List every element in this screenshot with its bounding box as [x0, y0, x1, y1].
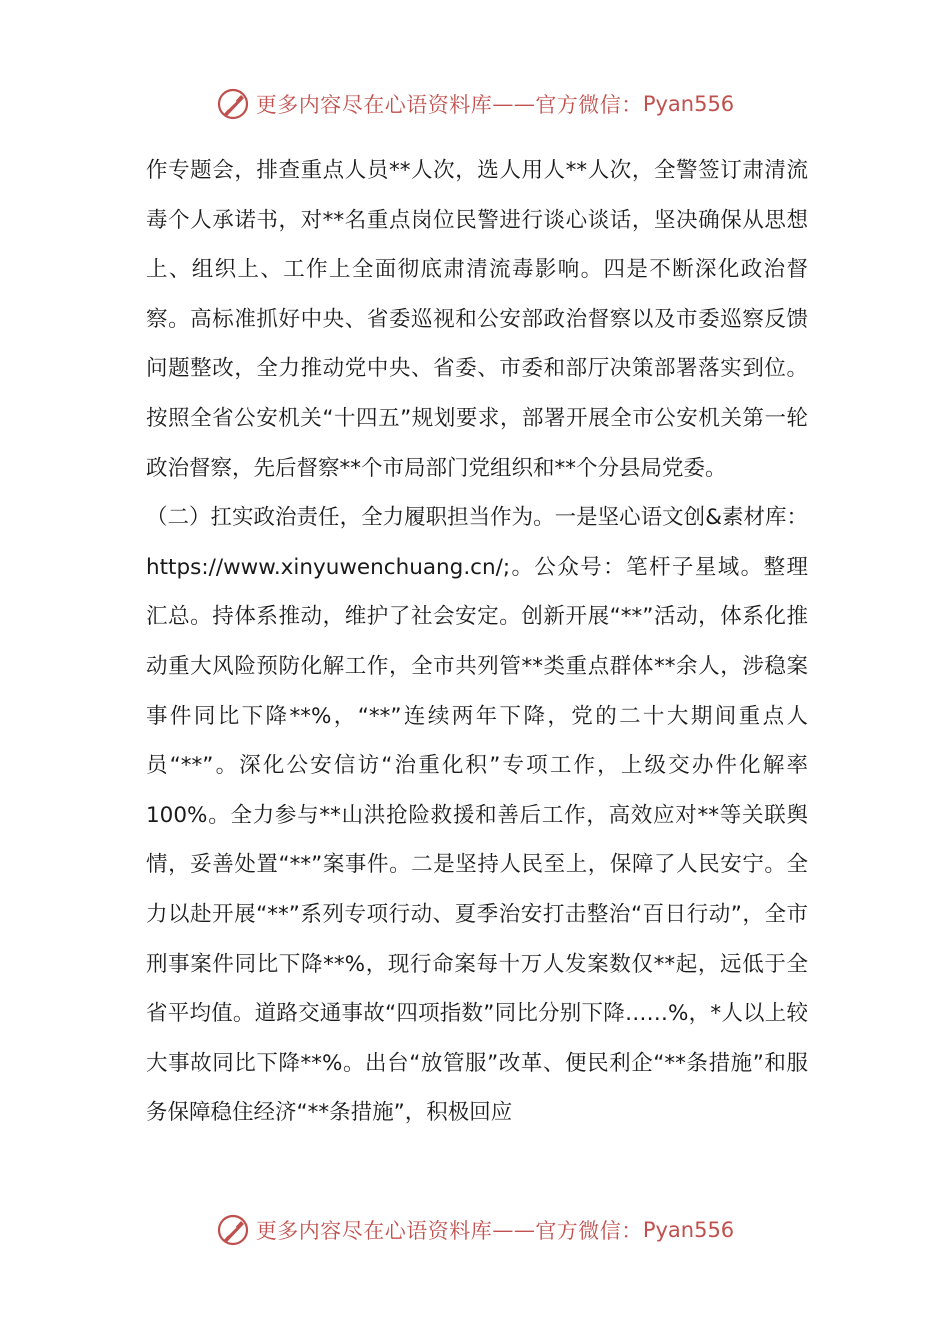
header-wechat-label: 官方微信：: [535, 93, 643, 117]
header-banner: [0, 84, 950, 124]
header-wechat-id: Pyan556: [642, 92, 735, 116]
footer-wechat-id: Pyan556: [642, 1218, 735, 1242]
footer-banner: [0, 1210, 950, 1250]
paragraph-2: （二）扛实政治责任，全力履职担当作为。一是坚心语文创&素材库：https://www.xinyuwenchuang.cn/;。公众号：笔杆子星域。整理汇总。持体系推动，维护了社会安定。创新开展“**”活动，体系化推动重大风险预防化解工作，全市共列管**类重点群体**余人，涉稳案事件同比下降**%，“**”连续两年下降，党的二十大期间重点人员“**”。深化公安信访“治重化积”专项工作，上级交办件化解率100%。全力参与**山洪抢险救援和善后工作，高效应对**等关联舆情，妥善处置“**”案事件。二是坚持人民至上，保障了人民安宁。全力以赴开展“**”系列专项行动、夏季治安打击整治“百日行动”，全市刑事案件同比下降**%，现行命案每十万人发案数仅**起，远低于全省平均值。道路交通事故“四项指数”同比分别下降……%，*人以上较大事故同比下降**%。出台“放管服”改革、便民利企“**条措施”和服务保障稳住经济“**条措施”，积极回应: [146, 505, 808, 1126]
footer-brand: 更多内容尽在心语资料库: [255, 1219, 493, 1243]
quill-logo-icon: [216, 1213, 250, 1247]
header-dash: ——: [492, 92, 536, 116]
header-brand: 更多内容尽在心语资料库: [255, 93, 493, 117]
footer-dash: ——: [492, 1218, 536, 1242]
paragraph-1: 作专题会，排查重点人员**人次，选人用人**人次，全警签订肃清流毒个人承诺书，对**名重点岗位民警进行谈心谈话，坚决确保从思想上、组织上、工作上全面彻底肃清流毒影响。四是不断深化政治督察。高标准抓好中央、省委巡视和公安部政治督察以及市委巡察反馈问题整改，全力推动党中央、省委、市委和部厅决策部署落实到位。按照全省公安机关“十四五”规划要求，部署开展全市公安机关第一轮政治督察，先后督察**个市局部门党组织和**个分县局党委。: [146, 158, 808, 481]
document-body: [146, 146, 808, 1138]
footer-wechat-label: 官方微信：: [535, 1219, 643, 1243]
quill-logo-icon: [216, 87, 250, 121]
